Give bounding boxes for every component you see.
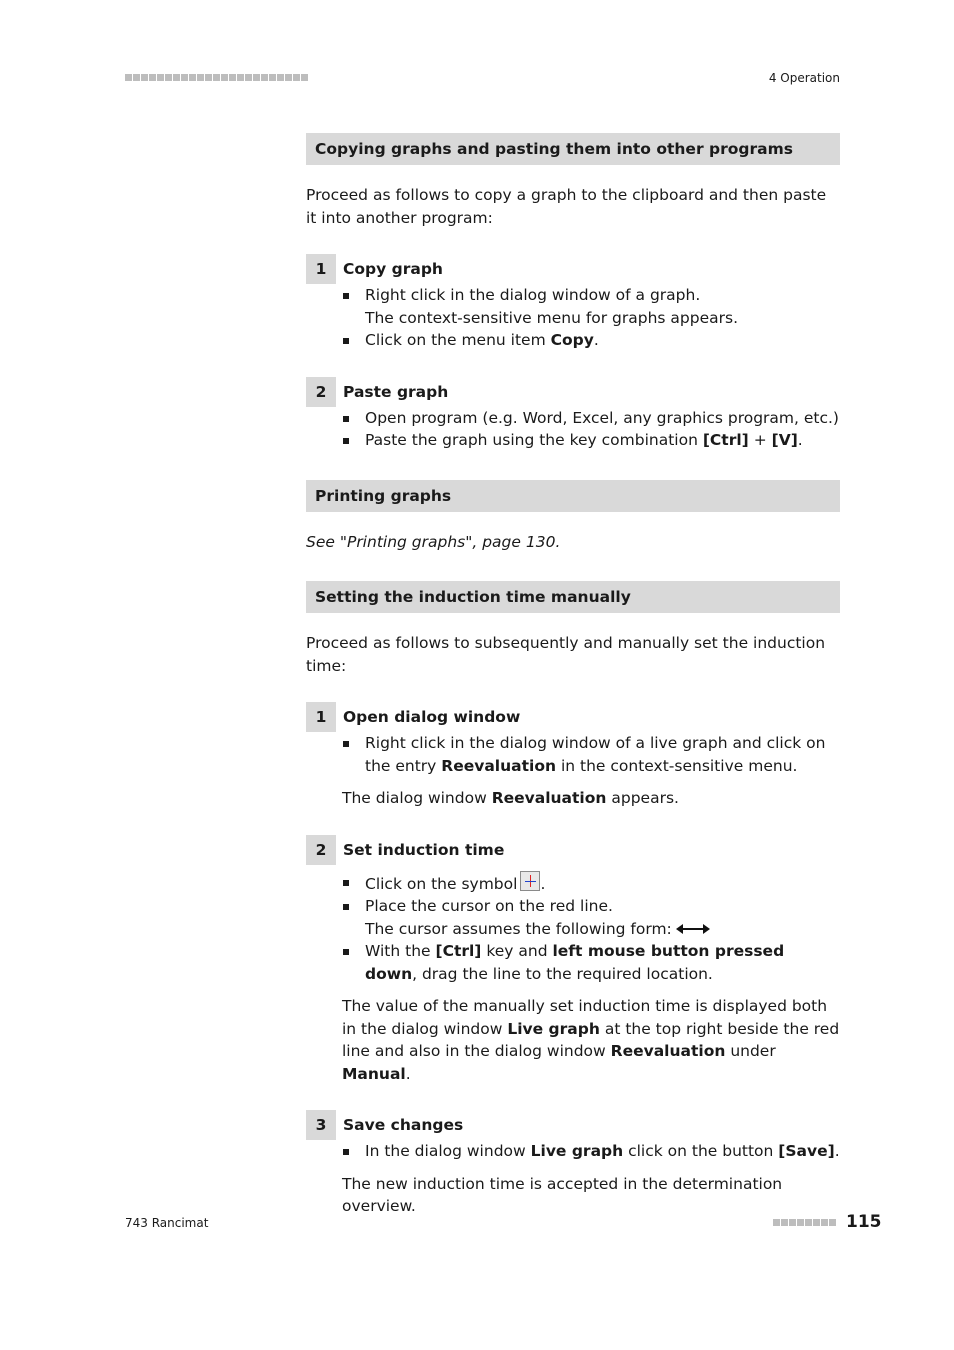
step-title: Save changes (343, 1116, 464, 1134)
step-number: 1 (306, 702, 336, 732)
step-note: The dialog window Reevaluation appears. (342, 789, 679, 807)
section-intro: Proceed as follows to copy a graph to the clipboard and then paste it into another program: (306, 186, 827, 227)
horizontal-resize-cursor-icon (676, 923, 710, 935)
step-set-induction-time (306, 835, 840, 865)
step-title: Paste graph (343, 382, 449, 401)
section-title-induction: Setting the induction time manually (306, 581, 840, 613)
step-bullets (306, 407, 840, 452)
step-number: 3 (306, 1110, 336, 1140)
step-bullets (306, 871, 840, 986)
page-number: 115 (846, 1212, 882, 1232)
list-item: In the dialog window Live graph click on the button [Save]. (342, 1140, 840, 1163)
section-intro: Proceed as follows to subsequently and manually set the induction time: (306, 634, 826, 675)
step-save-changes (306, 1110, 840, 1140)
list-item: Paste the graph using the key combination [Ctrl] + [V]. (342, 429, 840, 452)
step-copy-graph (306, 254, 840, 284)
cross-reference: See "Printing graphs", page 130. (306, 532, 561, 551)
list-item: Right click in the dialog window of a live graph and click on the entry Reevaluation in the context-sensitive menu. (342, 732, 840, 777)
step-bullets (306, 284, 840, 352)
list-item: With the [Ctrl] key and left mouse button pressed down, drag the line to the required location. (342, 940, 840, 985)
step-number: 2 (306, 377, 336, 407)
page-content (306, 133, 840, 1218)
step-title: Copy graph (343, 260, 443, 278)
step-open-dialog (306, 702, 840, 732)
step-number: 2 (306, 835, 336, 865)
section-title-printing: Printing graphs (306, 480, 840, 512)
list-item: Click on the menu item Copy. (342, 329, 840, 352)
section-title-copying: Copying graphs and pasting them into other programs (306, 133, 840, 165)
step-bullets (306, 732, 840, 777)
header-decoration (125, 74, 308, 81)
chapter-title: 4 Operation (768, 71, 840, 85)
step-bullets (306, 1140, 840, 1163)
step-note: The new induction time is accepted in the determination overview. (342, 1174, 783, 1215)
step-paste-graph (306, 377, 840, 407)
list-item: Click on the symbol . (342, 871, 840, 896)
step-title: Set induction time (343, 840, 505, 859)
list-item: Right click in the dialog window of a graph. The context-sensitive menu for graphs appears. (342, 284, 840, 329)
list-item: Place the cursor on the red line. The cursor assumes the following form: (342, 895, 840, 940)
step-title: Open dialog window (343, 708, 521, 726)
footer-decoration (773, 1219, 836, 1226)
product-name: 743 Rancimat (125, 1216, 209, 1230)
list-item: Open program (e.g. Word, Excel, any graphics program, etc.) (342, 407, 840, 430)
step-note: The value of the manually set induction time is displayed both in the dialog window Live graph at the top right beside the red line and also in the dialog window Reevaluation under Manual. (342, 997, 840, 1083)
set-line-tool-icon (520, 871, 540, 891)
step-number: 1 (306, 254, 336, 284)
